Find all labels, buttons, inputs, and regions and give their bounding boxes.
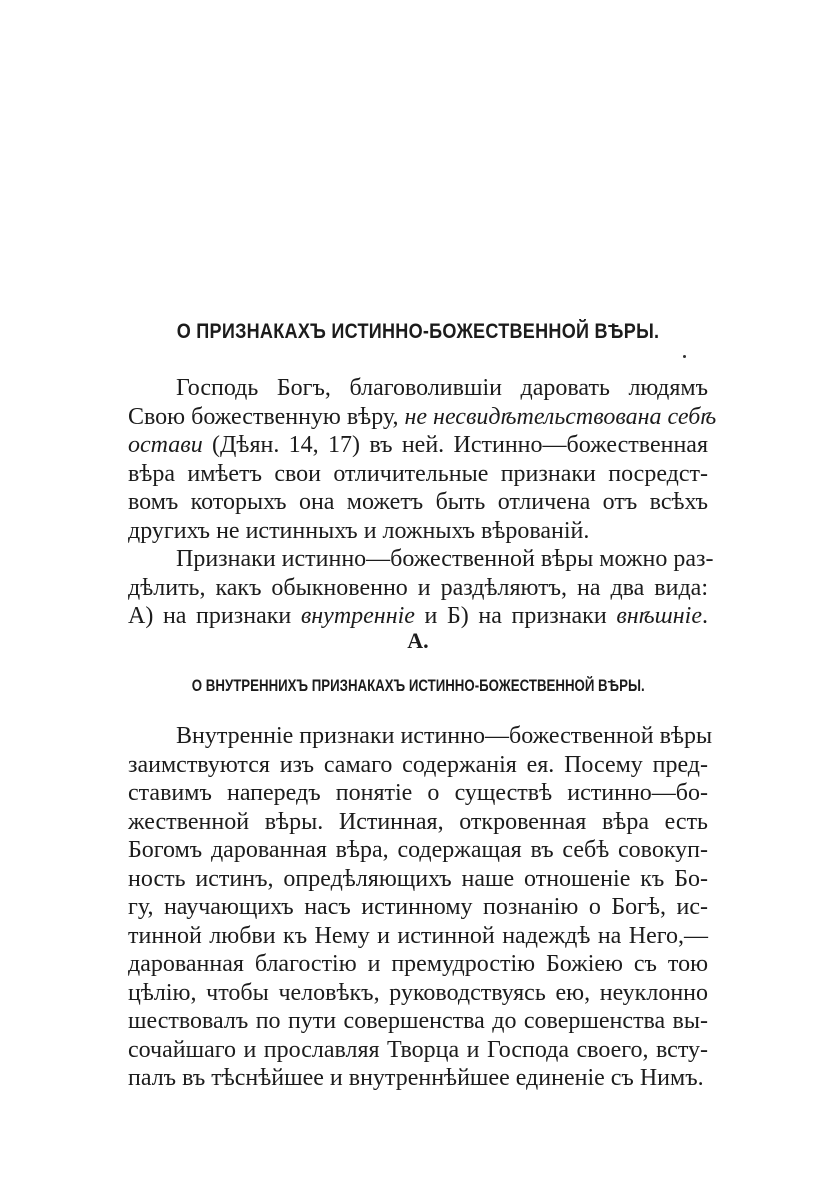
text-line: дарованная благостію и премудростію Божіею съ тою xyxy=(128,951,708,977)
text-line: дѣлить, какъ обыкновенно и раздѣляютъ, на два вида: xyxy=(128,574,708,601)
text-line: ность истинъ, опредѣляющихъ наше отношеніе къ Бо- xyxy=(128,865,708,892)
text-line: ставимъ напередъ понятіе о существѣ истинно—бо- xyxy=(128,780,708,806)
text-line: другихъ не истинныхъ и ложныхъ вѣрованій. xyxy=(128,517,590,544)
italic-term: внѣшніе xyxy=(616,603,702,629)
text-line: жественной вѣры. Истинная, откровенная вѣра есть xyxy=(128,808,708,835)
section-letter: А. xyxy=(407,628,429,653)
page-title: О ПРИЗНАКАХЪ ИСТИННО-БОЖЕСТВЕННОЙ ВѢРЫ. xyxy=(176,320,660,343)
text-line: шествовалъ по пути совершенства до совершенства вы- xyxy=(128,1008,708,1034)
ink-speck xyxy=(683,355,686,358)
text-line: гу, научающихъ насъ истинному познанію о Богѣ, ис- xyxy=(128,894,708,920)
text-line: Свою божественную вѣру, не несвидѣтельствована себѣ xyxy=(128,403,717,430)
text-line: Признаки истинно—божественной вѣры можно раз- xyxy=(176,546,714,572)
text-line: Внутренніе признаки истинно—божественной вѣры xyxy=(176,723,713,749)
text-line: вомъ которыхъ она можетъ быть отличена отъ всѣхъ xyxy=(128,489,708,515)
italic-term: внутренніе xyxy=(300,603,415,629)
intro-text xyxy=(128,374,717,631)
section-title: О ВНУТРЕННИХЪ ПРИЗНАКАХЪ ИСТИННО-БОЖЕСТВЕННОЙ ВѢРЫ. xyxy=(191,676,645,695)
text-line: Богомъ дарованная вѣра, содержащая въ себѣ совокуп- xyxy=(128,837,708,863)
text-line: остави (Дѣян. 14, 17) въ ней. Истинно—божественная xyxy=(128,432,708,458)
text-line: вѣра имѣетъ свои отличительные признаки посредст- xyxy=(128,460,708,487)
text-line: цѣлію, чтобы человѣкъ, руководствуясь ею, неуклонно xyxy=(128,979,708,1006)
text-line: заимствуются изъ самаго содержанія ея. Посему пред- xyxy=(128,751,708,778)
text-line: палъ въ тѣснѣйшее и внутреннѣйшее единеніе съ Нимъ. xyxy=(128,1065,704,1091)
text-line: тинной любви къ Нему и истинной надеждѣ на Него,— xyxy=(128,922,708,949)
italic-quote: не несвидѣтельствована себѣ xyxy=(404,403,717,430)
text-line: Господь Богъ, благоволившіи даровать людямъ xyxy=(176,375,708,401)
text-line: сочайшаго и прославляя Творца и Господа своего, всту- xyxy=(128,1036,708,1063)
body-text xyxy=(128,722,713,1093)
text-line: А) на признаки внутренніе и Б) на признаки внѣшніе. xyxy=(128,603,708,629)
italic-quote: остави xyxy=(128,432,203,458)
